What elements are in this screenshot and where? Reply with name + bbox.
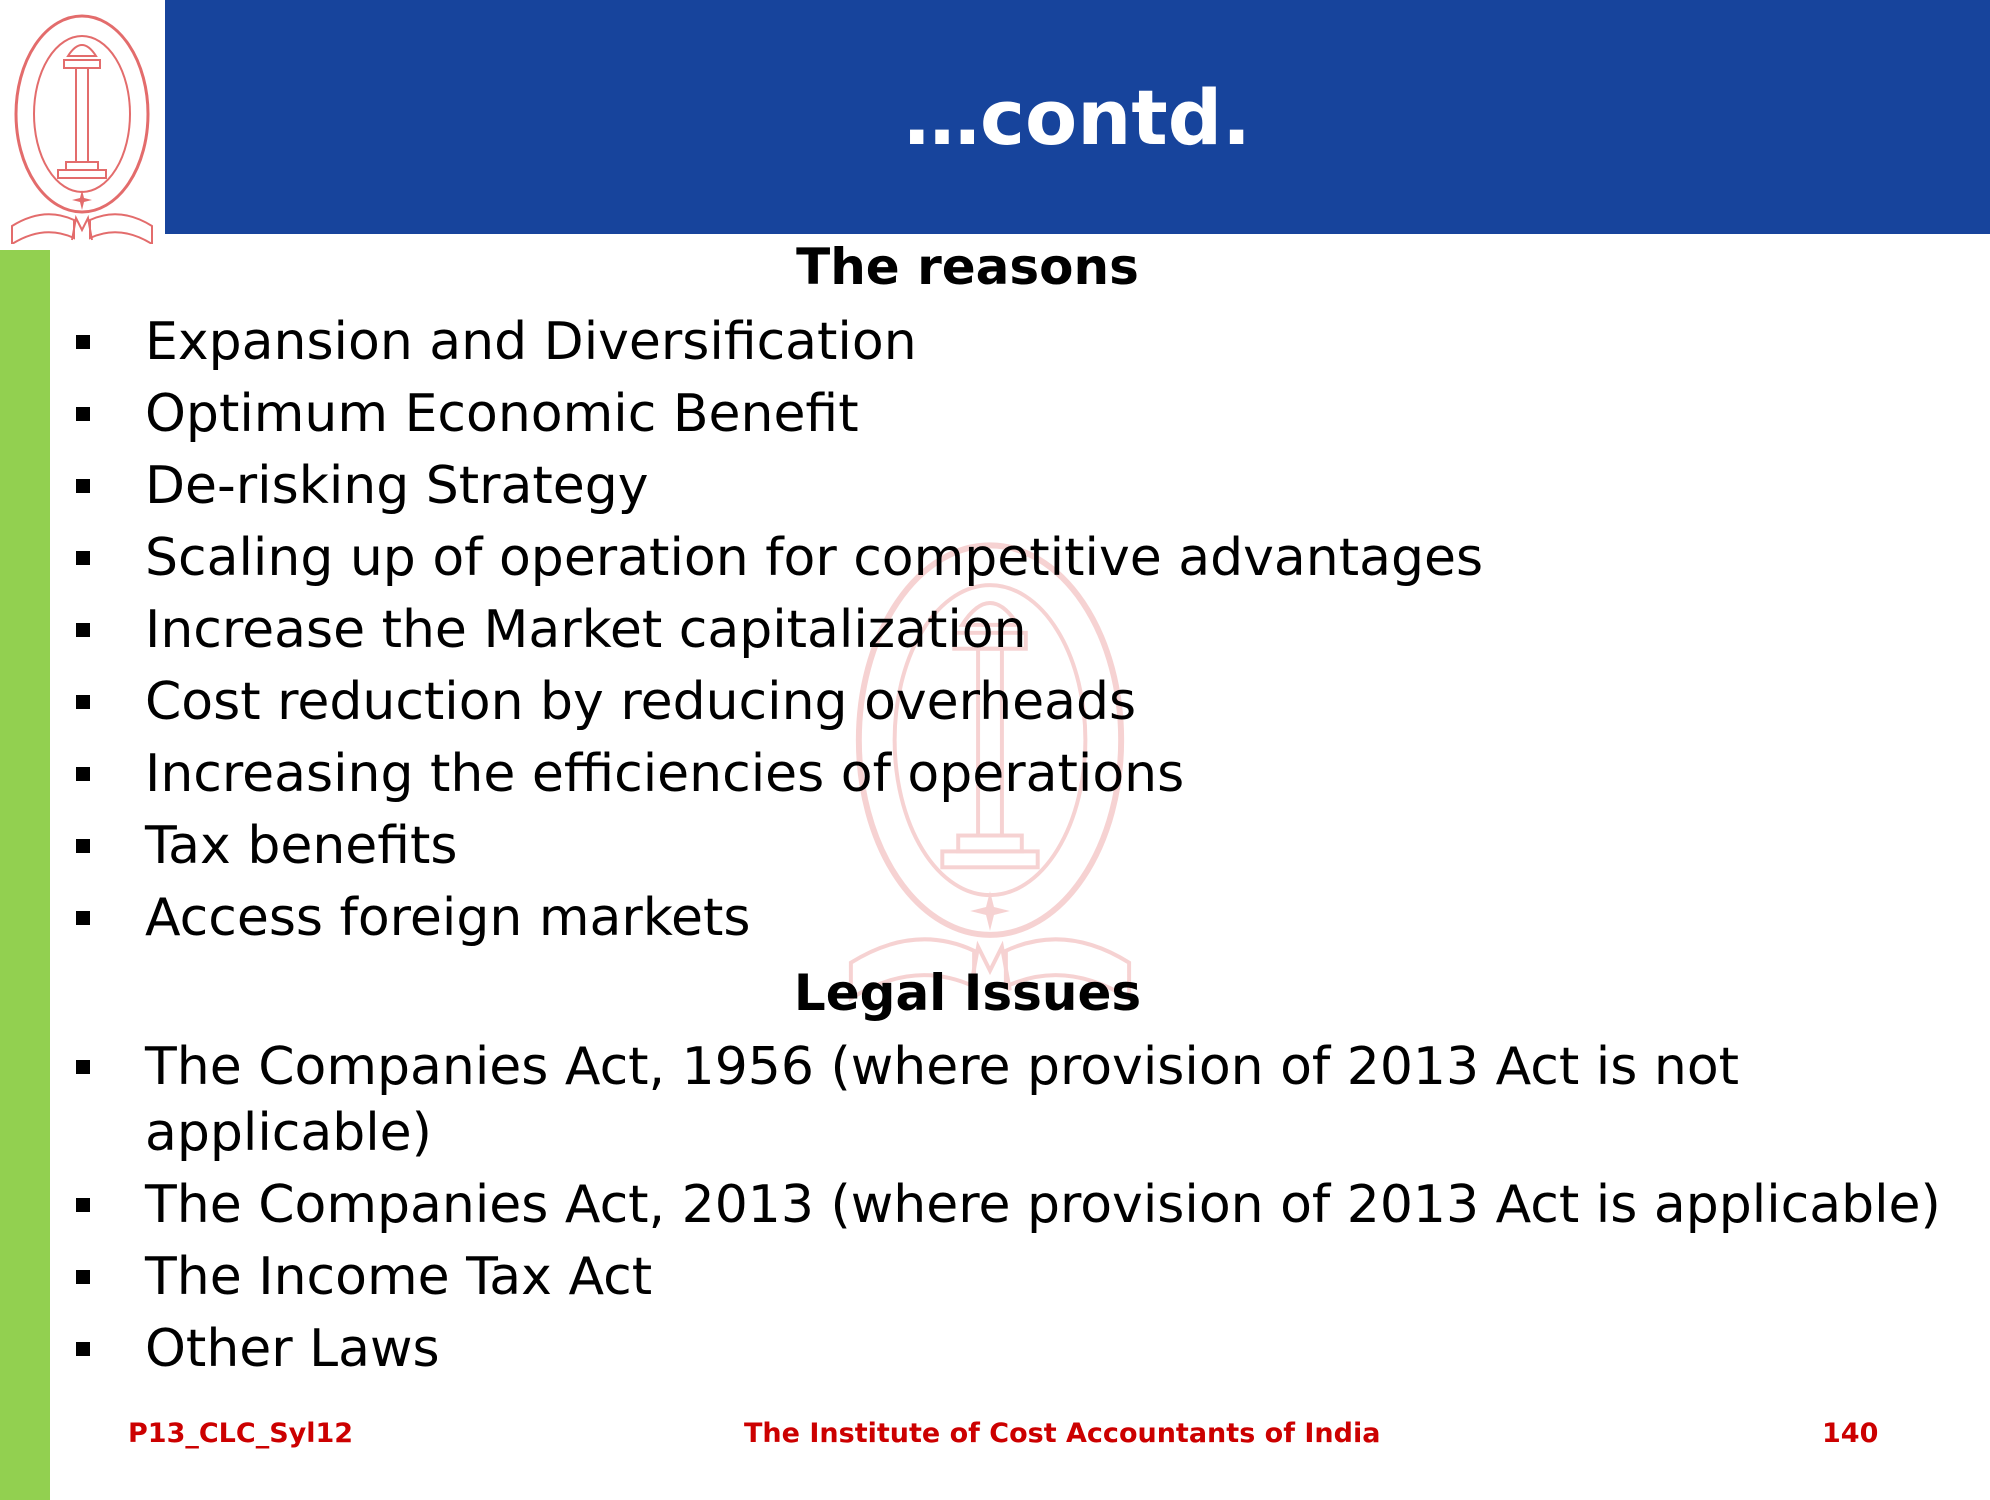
- bullet-square-icon: [76, 551, 90, 565]
- list-item: Optimum Economic Benefit: [0, 381, 1990, 447]
- bullet-square-icon: [76, 407, 90, 421]
- section-heading-reasons: The reasons: [796, 238, 1139, 296]
- slide-title: …contd.: [904, 72, 1251, 162]
- list-item: Cost reduction by reducing overheads: [0, 669, 1990, 735]
- bullet-square-icon: [76, 767, 90, 781]
- list-item: Scaling up of operation for competitive advantages: [0, 525, 1990, 591]
- legal-issues-list: [0, 1034, 1990, 1388]
- list-item: The Income Tax Act: [0, 1244, 1990, 1310]
- bullet-square-icon: [76, 1060, 90, 1074]
- list-item: Expansion and Diversification: [0, 309, 1990, 375]
- bullet-square-icon: [76, 479, 90, 493]
- bullet-square-icon: [76, 1342, 90, 1356]
- list-item: Increasing the efficiencies of operations: [0, 741, 1990, 807]
- list-item: Increase the Market capitalization: [0, 597, 1990, 663]
- bullet-square-icon: [76, 695, 90, 709]
- reasons-list: [0, 309, 1990, 957]
- slide-header: [165, 0, 1990, 234]
- list-item: De-risking Strategy: [0, 453, 1990, 519]
- institute-logo: [0, 0, 165, 250]
- institute-seal-icon: [4, 4, 160, 244]
- list-item: The Companies Act, 1956 (where provision of 2013 Act is not applicable): [0, 1034, 1745, 1166]
- bullet-square-icon: [76, 911, 90, 925]
- footer-course-code: P13_CLC_Syl12: [128, 1418, 354, 1449]
- bullet-square-icon: [76, 839, 90, 853]
- bullet-square-icon: [76, 623, 90, 637]
- list-item: Tax benefits: [0, 813, 1990, 879]
- footer-page-number: 140: [1822, 1418, 1879, 1449]
- list-item: The Companies Act, 2013 (where provision of 2013 Act is applicable): [0, 1172, 1990, 1238]
- list-item: Access foreign markets: [0, 885, 1990, 951]
- bullet-square-icon: [76, 1270, 90, 1284]
- bullet-square-icon: [76, 335, 90, 349]
- bullet-square-icon: [76, 1198, 90, 1212]
- footer-institute-name: The Institute of Cost Accountants of India: [744, 1418, 1381, 1449]
- section-heading-legal-issues: Legal Issues: [793, 964, 1142, 1022]
- list-item: Other Laws: [0, 1316, 1990, 1382]
